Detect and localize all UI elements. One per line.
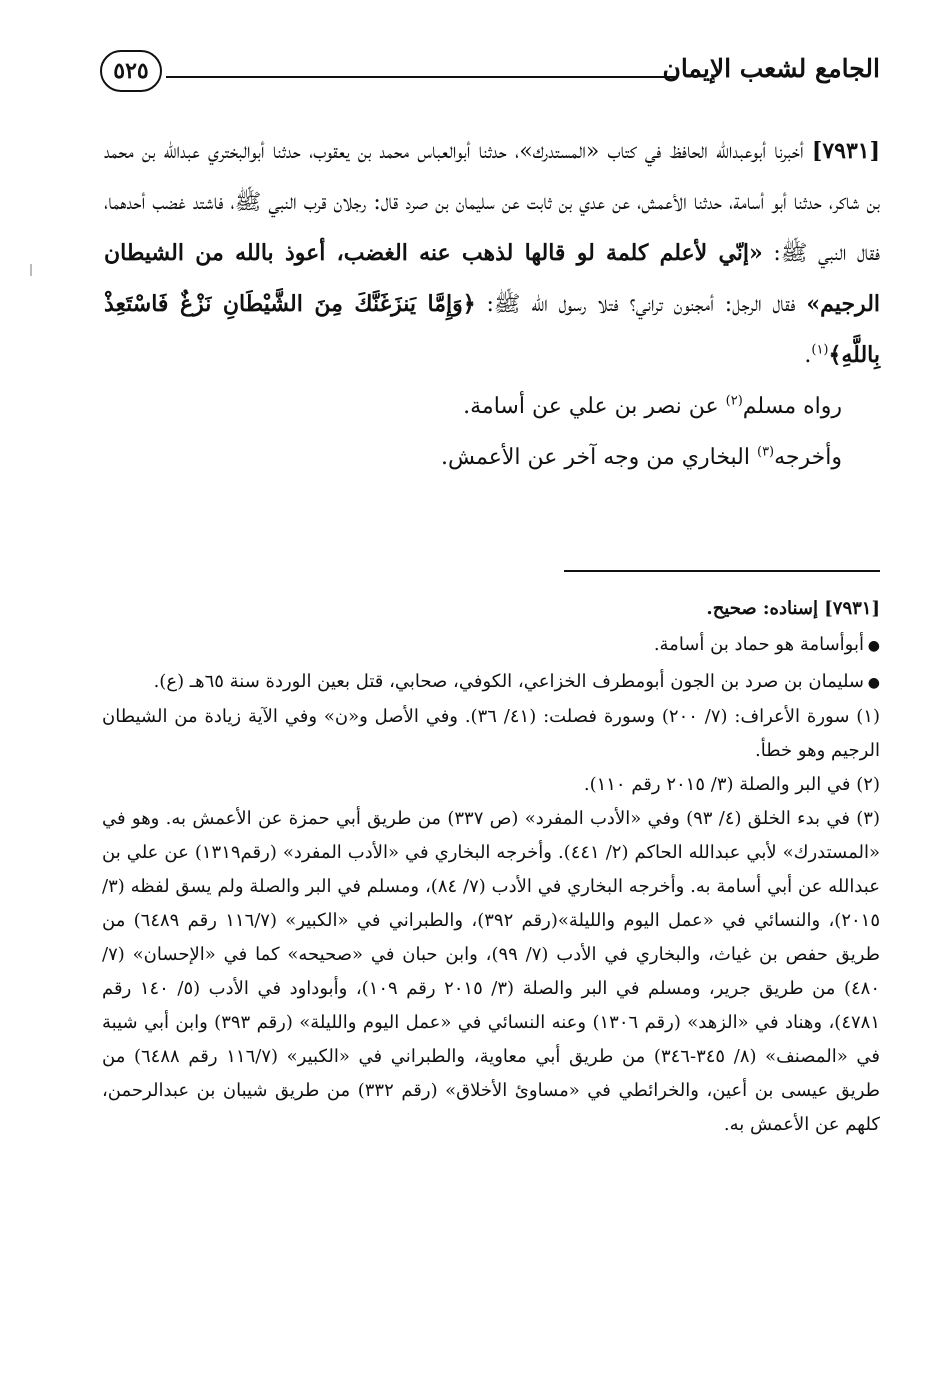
footnote-text: سورة الأعراف: (٧/ ٢٠٠) وسورة فصلت: (٤١/ ٣٦). وفي الأصل و«ن» وفي الآية زيادة من الشيطان الرجيم وهو خطأ. — [102, 706, 880, 761]
footnote-number: (١) — [856, 706, 880, 727]
muslim-pre: رواه مسلم — [742, 394, 842, 419]
muslim-post: عن نصر بن علي عن أسامة. — [463, 394, 719, 419]
page-number: ٥٢٥ — [100, 50, 162, 92]
sentence-end: . — [804, 343, 812, 368]
hadith-number: [٧٩٣١] — [811, 138, 880, 164]
bullet-icon: ● — [867, 675, 880, 691]
footnote-ref-1: (١) — [811, 342, 829, 358]
footnote-separator — [564, 570, 880, 572]
footnote-ref-2: (٢) — [725, 393, 743, 409]
hadith-paragraph — [104, 126, 880, 381]
scan-mark — [30, 264, 32, 276]
bukhari-pre: وأخرجه — [774, 445, 842, 470]
muslim-line — [104, 381, 880, 432]
bukhari-post: البخاري من وجه آخر عن الأعمش. — [440, 445, 750, 470]
isnad-text: أخبرنا أبوعبدالله الحافظ في كتاب «المستدرك»، حدثنا أبوالعباس محمد بن يعقوب، حدثنا أبوالبختري عبدالله بن محمد بن شاكر، حدثنا أبو أسامة، حدثنا الأعمش، عن عدي بن ثابت عن سليمان بن صرد قال: رجلان قرب النبي ﷺ، فاشتد غضب أحدهما، فقال النبي ﷺ: — [104, 139, 880, 266]
narrator-note — [102, 665, 880, 700]
isnad-grading: [٧٩٣١] إسناده: صحيح. — [706, 598, 880, 619]
footnotes — [102, 592, 880, 1142]
footnote-2 — [102, 768, 880, 802]
bullet-icon: ● — [867, 638, 880, 654]
footnote-text: في البر والصلة (٣/ ٢٠١٥ رقم ١١٠). — [583, 774, 851, 795]
footnote-1 — [102, 700, 880, 768]
footnote-text: في بدء الخلق (٤/ ٩٣) وفي «الأدب المفرد» (ص ٣٣٧) من طريق أبي حمزة عن الأعمش به. وهو في «المستدرك» لأبي عبدالله الحاكم (٢/ ٤٤١). وأخرجه البخاري في «الأدب المفرد» (رقم١٣١٩) عن علي بن عبدالله عن أبي أسامة به. وأخرجه البخاري في الأدب (٧/ ٨٤)، ومسلم في البر والصلة ولم يسق لفظه (٣/ ٢٠١٥)، والنسائي في «عمل اليوم والليلة»(رقم ٣٩٢)، والطبراني في «الكبير» (١١٦/٧ رقم ٦٤٨٩) من طريق حفص بن غياث، والبخاري في الأدب (٧/ ٩٩)، وابن حبان في «صحيحه» كما في «الإحسان» (٧/ ٤٨٠) من طريق جرير، ومسلم في البر والصلة (٣/ ٢٠١٥ رقم ١٠٩)، وأبوداود في الأدب (٥/ ١٤٠ رقم ٤٧٨١)، وهناد في «الزهد» (رقم ١٣٠٦) وعنه النسائي في «عمل اليوم والليلة» (رقم ٣٩٣) وابن أبي شيبة في «المصنف» (٨/ ٣٤٥-٣٤٦) من طريق أبي معاوية، والطبراني في «الكبير» (١١٦/٧ رقم ٦٤٨٨) من طريق عيسى بن أعين، والخرائطي في «مساوئ الأخلاق» (رقم ٣٣٢) من طريق شيبان بن عبدالرحمن، كلهم عن الأعمش به. — [102, 808, 881, 1135]
page-header — [100, 48, 880, 102]
continuation-text: فقال الرجل: أمجنون تراني؟ فتلا رسول الله ﷺ: — [486, 292, 796, 317]
bukhari-line — [104, 432, 880, 483]
narrator-note-text: سليمان بن صرد بن الجون أبومطرف الخزاعي، الكوفي، صحابي، قتل بعين الوردة سنة ٦٥هـ (ع). — [153, 671, 864, 692]
running-title: الجامع لشعب الإيمان — [662, 54, 880, 83]
footnote-number: (٣) — [856, 808, 880, 829]
footnote-number: (٢) — [856, 774, 880, 795]
narrator-note — [102, 628, 880, 663]
footnote-ref-3: (٣) — [756, 444, 775, 460]
narrator-note-text: أبوأسامة هو حماد بن أسامة. — [653, 634, 864, 655]
header-rule — [166, 76, 675, 78]
quran-verse: ﴿وَإِمَّا يَنزَغَنَّكَ مِنَ الشَّيْطَانِ نَزْغٌ فَاسْتَعِذْ بِاللَّهِ﴾ — [104, 291, 880, 368]
hadith-quote: «إنّي لأعلم كلمة لو قالها لذهب عنه الغضب، أعوذ بالله من الشيطان الرجيم» — [104, 240, 881, 317]
footnote-3 — [102, 802, 880, 1142]
main-text — [104, 126, 880, 483]
